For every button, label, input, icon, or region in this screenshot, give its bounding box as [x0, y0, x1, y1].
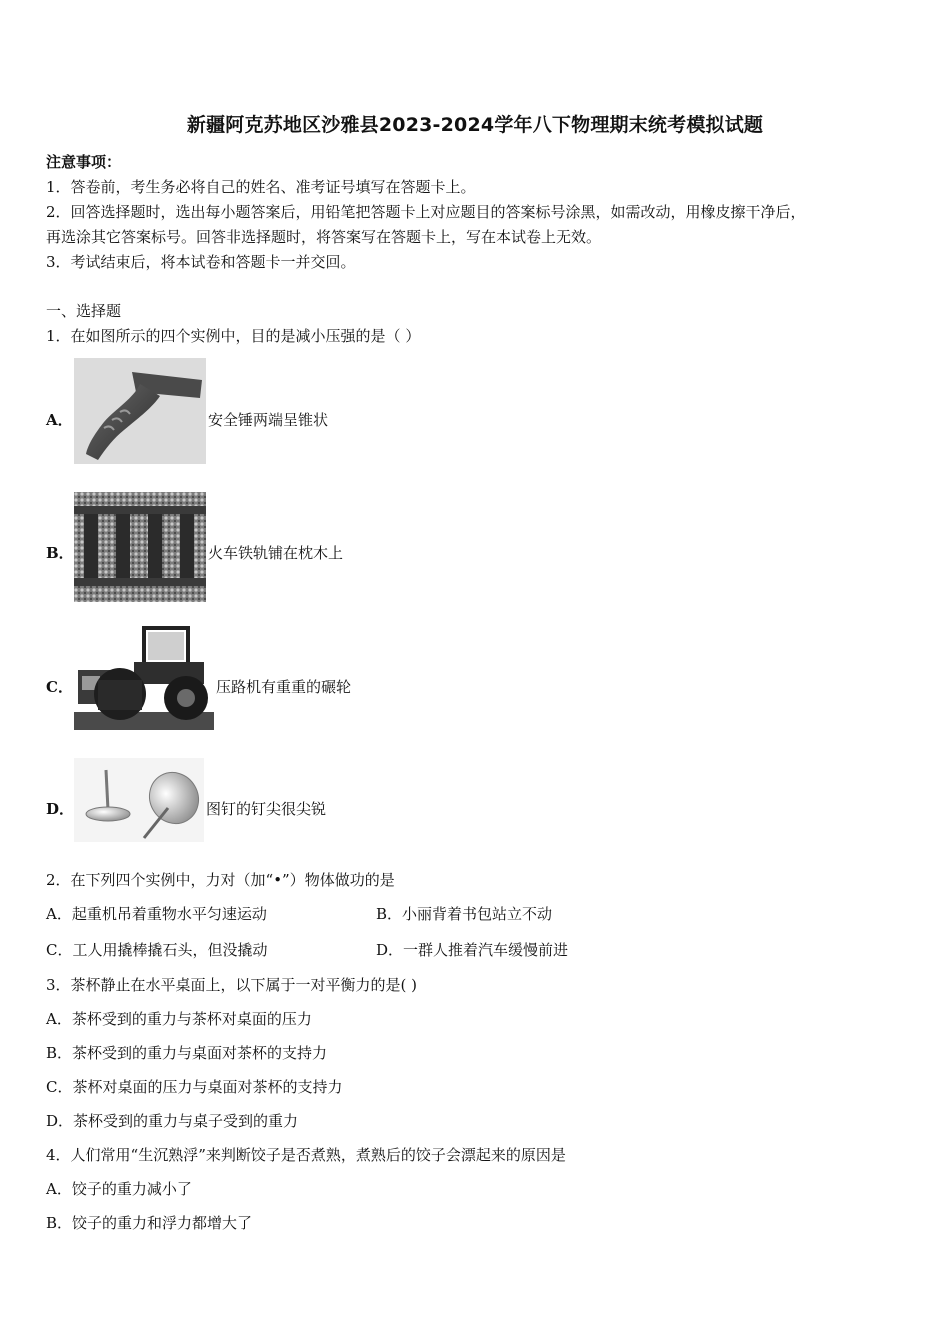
q3-option-d: D．茶杯受到的重力与桌子受到的重力 — [46, 1112, 299, 1130]
exam-title: 新疆阿克苏地区沙雅县2023-2024学年八下物理期末统考模拟试题 — [186, 114, 764, 136]
notice-item: 再选涂其它答案标号。回答非选择题时，将答案写在答题卡上，写在本试卷上无效。 — [46, 228, 602, 246]
q1-option-a-label: A． — [46, 411, 73, 429]
q1-option-b-text: 火车铁轨铺在枕木上 — [208, 544, 344, 562]
question-2-stem: 2．在下列四个实例中，力对（加“•”）物体做功的是 — [46, 871, 395, 889]
q1-option-c-text: 压路机有重重的碾轮 — [216, 678, 352, 696]
question-1-stem: 1．在如图所示的四个实例中，目的是减小压强的是（ ） — [46, 327, 421, 345]
railway-sleepers-image — [74, 492, 206, 602]
q4-option-b: B．饺子的重力和浮力都增大了 — [46, 1214, 253, 1232]
q2-option-b: B．小丽背着书包站立不动 — [376, 905, 553, 923]
q1-option-d-label: D． — [46, 800, 75, 818]
safety-hammer-image — [74, 358, 206, 464]
notice-item: 2．回答选择题时，选出每小题答案后，用铅笔把答题卡上对应题目的答案标号涂黑，如需改动，用橡皮擦干净后， — [46, 203, 806, 221]
road-roller-image — [74, 624, 214, 730]
notice-heading: 注意事项： — [46, 153, 122, 171]
notice-item: 3．考试结束后，将本试卷和答题卡一并交回。 — [46, 253, 356, 271]
q3-option-b: B．茶杯受到的重力与桌面对茶杯的支持力 — [46, 1044, 328, 1062]
notice-item: 1．答卷前，考生务必将自己的姓名、准考证号填写在答题卡上。 — [46, 178, 476, 196]
q3-option-a: A．茶杯受到的重力与茶杯对桌面的压力 — [46, 1010, 312, 1028]
q2-option-c: C．工人用撬棒撬石头，但没撬动 — [46, 941, 268, 959]
q1-option-b-label: B． — [46, 544, 74, 562]
q1-option-c-label: C． — [46, 678, 73, 696]
q2-option-a: A．起重机吊着重物水平匀速运动 — [46, 905, 267, 923]
q4-option-a: A．饺子的重力减小了 — [46, 1180, 192, 1198]
q1-option-a-text: 安全锤两端呈锥状 — [208, 411, 329, 429]
question-4-stem: 4．人们常用“生沉熟浮”来判断饺子是否煮熟，煮熟后的饺子会漂起来的原因是 — [46, 1146, 566, 1164]
q2-option-d: D．一群人推着汽车缓慢前进 — [376, 941, 569, 959]
q1-option-d-text: 图钉的钉尖很尖锐 — [206, 800, 327, 818]
question-3-stem: 3．茶杯静止在水平桌面上，以下属于一对平衡力的是( ) — [46, 976, 418, 994]
section-heading: 一、选择题 — [46, 302, 122, 320]
thumbtack-image — [74, 758, 204, 842]
q3-option-c: C．茶杯对桌面的压力与桌面对茶杯的支持力 — [46, 1078, 343, 1096]
